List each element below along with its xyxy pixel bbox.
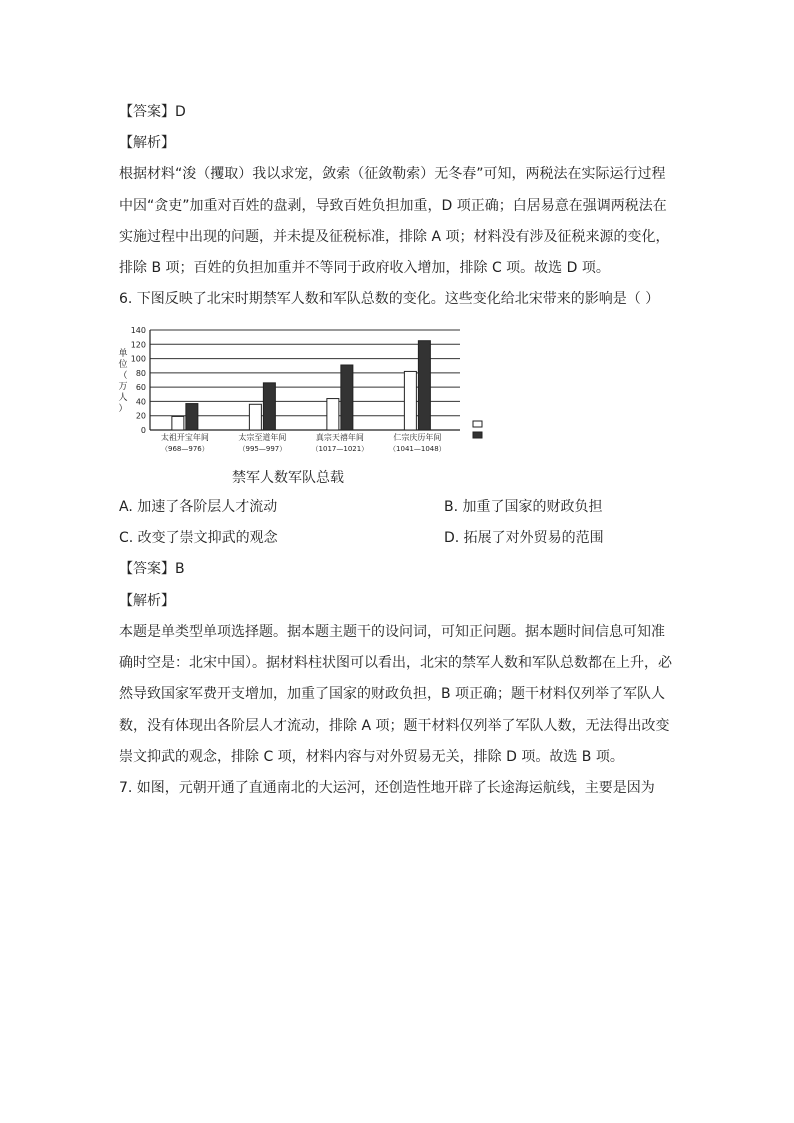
q6-analysis-line-1: 本题是单类型单项选择题。据本题主题干的设问词，可知正问题。据本题时间信息可知准: [119, 624, 665, 640]
y-tick-label: 140: [130, 326, 146, 335]
q5-analysis-label: 【解析】: [119, 135, 175, 151]
q7-stem: 7. 如图，元朝开通了直通南北的大运河，还创造性地开辟了长途海运航线，主要是因为: [119, 780, 655, 796]
q5-analysis-line-4: 排除 B 项；百姓的负担加重并不等同于政府收入增加，排除 C 项。故选 D 项。: [119, 260, 610, 276]
q5-analysis-line-3: 实施过程中出现的问题，并未提及征税标准，排除 A 项；材料没有涉及征税来源的变化，: [119, 229, 670, 245]
q5-analysis-line-1: 根据材料“浚（攫取）我以求宠，敛索（征敛勒索）无冬春”可知，两税法在实际运行过程: [119, 166, 666, 182]
q6-stem: 6. 下图反映了北宋时期禁军人数和军队总数的变化。这些变化给北宋带来的影响是（ ）: [119, 291, 660, 307]
y-tick-label: 100: [130, 354, 146, 364]
y-tick-label: 60: [135, 383, 146, 393]
q6-analysis-line-3: 然导致国家军费开支增加，加重了国家的财政负担，B 项正确；题干材料仅列举了军队人: [119, 686, 666, 702]
legend-swatch-dark: [473, 432, 482, 438]
bar: [418, 341, 430, 430]
option-d: D. 拓展了对外贸易的范围: [444, 530, 604, 546]
y-tick-label: 120: [130, 340, 146, 350]
bar: [172, 416, 184, 430]
bar: [327, 399, 339, 430]
y-tick-label: 40: [135, 397, 146, 407]
y-axis-label-char: ）: [118, 404, 128, 414]
chart-caption: 禁军人数军队总载: [232, 470, 344, 486]
q6-analysis-line-2: 确时空是：北宋中国）。据材料柱状图可以看出，北宋的禁军人数和军队总数都在上升，必: [119, 655, 672, 671]
bar: [263, 383, 275, 430]
x-tick-years: （1041—1048）: [389, 445, 446, 453]
bar-chart: [110, 318, 490, 468]
q6-analysis-line-5: 崇文抑武的观念，排除 C 项，材料内容与对外贸易无关，排除 D 项。故选 B 项。: [119, 749, 624, 765]
y-axis-label-char: 万: [118, 382, 128, 392]
option-c: C. 改变了崇文抑武的观念: [119, 530, 278, 546]
x-tick-label: 太宗至道年间: [238, 433, 287, 442]
x-tick-years: （1017—1021）: [311, 445, 369, 453]
y-axis-label-char: 单: [118, 349, 128, 359]
y-axis-label-char: 位: [118, 360, 128, 370]
bar: [404, 371, 416, 430]
x-tick-years: （995—997）: [238, 445, 287, 453]
x-tick-label: 真宗天禧年间: [315, 433, 364, 442]
legend-swatch-white: [473, 421, 482, 427]
bar: [186, 404, 198, 430]
x-tick-label: 太祖开宝年间: [160, 433, 209, 442]
x-tick-years: （968—976）: [161, 445, 209, 453]
q6-answer: 【答案】B: [119, 561, 185, 577]
q6-analysis-label: 【解析】: [119, 593, 175, 609]
y-axis-label-char: 人: [118, 393, 128, 403]
y-axis-label-char: （: [118, 371, 128, 381]
y-tick-label: 0: [140, 426, 146, 435]
q5-analysis-line-2: 中因“贪吏”加重对百姓的盘剥，导致百姓负担加重，D 项正确；白居易意在强调两税法在: [119, 198, 667, 214]
bar: [341, 365, 353, 430]
option-a: A. 加速了各阶层人才流动: [119, 499, 278, 515]
x-tick-label: 仁宗庆历年间: [393, 433, 442, 442]
y-tick-label: 80: [135, 368, 146, 378]
q6-analysis-line-4: 数，没有体现出各阶层人才流动，排除 A 项；题干材料仅列举了军队人数，无法得出改变: [119, 718, 670, 734]
bar: [249, 404, 261, 430]
q5-answer: 【答案】D: [119, 104, 186, 120]
y-tick-label: 20: [135, 411, 146, 421]
option-b: B. 加重了国家的财政负担: [444, 499, 603, 515]
